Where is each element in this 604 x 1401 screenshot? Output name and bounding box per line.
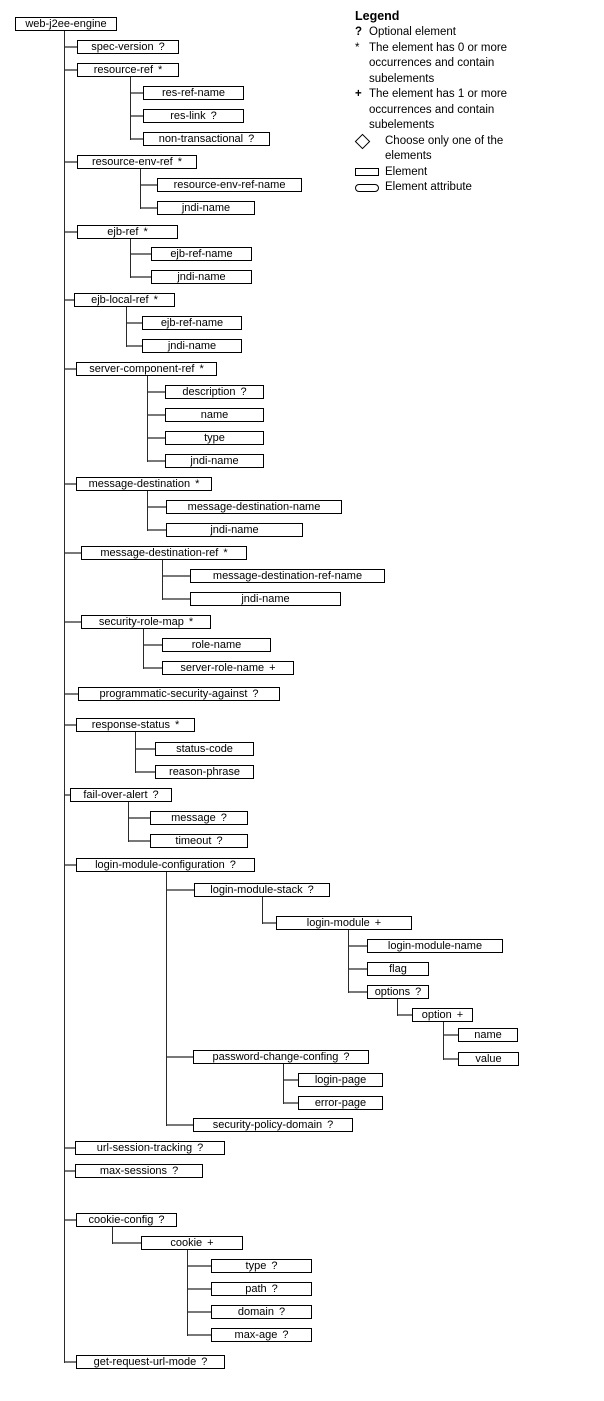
occurrence-marker: +: [374, 917, 382, 929]
legend-title: Legend: [355, 9, 400, 23]
occurrence-marker: *: [188, 616, 194, 628]
node-max-age: max-age ?: [211, 1328, 312, 1342]
connector-line: [348, 991, 367, 993]
connector-line: [166, 1056, 193, 1058]
element-shape-icon: [355, 168, 379, 176]
connector-line: [64, 1361, 76, 1363]
connector-line: [187, 1334, 211, 1336]
connector-line: [348, 945, 367, 947]
node-path: path ?: [211, 1282, 312, 1296]
occurrence-marker: ?: [271, 1260, 278, 1272]
occurrence-marker: ?: [216, 835, 223, 847]
occurrence-marker: ?: [307, 884, 314, 896]
node-reason-phrase: reason-phrase: [155, 765, 254, 779]
node-status-code: status-code: [155, 742, 254, 756]
connector-line: [64, 621, 81, 623]
connector-line: [128, 802, 129, 842]
connector-line: [130, 138, 143, 140]
occurrence-marker: ?: [327, 1119, 334, 1131]
node-type-2: type ?: [211, 1259, 312, 1273]
connector-line: [162, 575, 190, 577]
node-login-module-configuration: login-module-configuration ?: [76, 858, 255, 872]
node-login-module: login-module +: [276, 916, 412, 930]
occurrence-marker: ?: [201, 1356, 208, 1368]
node-jndi-name-6: jndi-name: [190, 592, 341, 606]
node-password-change-confing: password-change-confing ?: [193, 1050, 369, 1064]
connector-line: [397, 999, 398, 1016]
connector-line: [64, 1170, 75, 1172]
node-jndi-name-2: jndi-name: [151, 270, 252, 284]
node-domain: domain ?: [211, 1305, 312, 1319]
connector-line: [262, 922, 276, 924]
connector-line: [64, 299, 74, 301]
node-cookie: cookie +: [141, 1236, 243, 1250]
connector-line: [126, 307, 127, 347]
node-description: description ?: [165, 385, 264, 399]
occurrence-marker: *: [153, 294, 158, 306]
occurrence-marker: ?: [158, 41, 165, 53]
connector-line: [64, 161, 77, 163]
node-message-destination-ref-name: message-destination-ref-name: [190, 569, 385, 583]
connector-line: [166, 889, 194, 891]
connector-line: [64, 724, 76, 726]
connector-line: [140, 184, 157, 186]
attribute-shape-icon: [355, 184, 379, 192]
connector-line: [262, 897, 263, 924]
node-resource-env-ref: resource-env-ref *: [77, 155, 197, 169]
occurrence-marker: +: [207, 1237, 214, 1249]
node-message-destination-name: message-destination-name: [166, 500, 342, 514]
connector-line: [348, 968, 367, 970]
occurrence-marker: *: [223, 547, 228, 559]
legend: [355, 8, 595, 196]
connector-line: [130, 253, 151, 255]
connector-line: [112, 1242, 141, 1244]
node-security-policy-domain: security-policy-domain ?: [193, 1118, 353, 1132]
node-res-link: res-link ?: [143, 109, 244, 123]
connector-line: [128, 840, 150, 842]
node-name-1: name: [165, 408, 264, 422]
connector-line: [147, 391, 165, 393]
legend-item: [355, 165, 595, 181]
question-marker: ?: [355, 26, 363, 38]
node-type-1: type: [165, 431, 264, 445]
connector-line: [112, 1227, 113, 1244]
occurrence-marker: ?: [240, 386, 247, 398]
node-jndi-name-3: jndi-name: [142, 339, 242, 353]
connector-line: [147, 491, 148, 531]
node-server-component-ref: server-component-ref *: [76, 362, 217, 376]
connector-line: [130, 92, 143, 94]
connector-line: [147, 437, 165, 439]
connector-line: [348, 930, 349, 993]
connector-line: [147, 414, 165, 416]
connector-line: [64, 46, 77, 48]
node-non-transactional: non-transactional ?: [143, 132, 270, 146]
node-option: option +: [412, 1008, 473, 1022]
legend-text: The element has 0 or more occurrences and contain subelements: [369, 41, 508, 85]
occurrence-marker: +: [456, 1009, 464, 1021]
node-message: message ?: [150, 811, 248, 825]
node-login-module-stack: login-module-stack ?: [194, 883, 330, 897]
occurrence-marker: ?: [252, 688, 259, 700]
node-root: web-j2ee-engine: [15, 17, 117, 31]
legend-item: [355, 25, 595, 41]
occurrence-marker: *: [195, 478, 200, 490]
node-ejb-ref-name-2: ejb-ref-name: [142, 316, 242, 330]
connector-line: [187, 1265, 211, 1267]
node-options: options ?: [367, 985, 429, 999]
connector-line: [147, 460, 165, 462]
occurrence-marker: *: [174, 719, 180, 731]
connector-line: [130, 77, 131, 140]
connector-line: [140, 207, 157, 209]
legend-item: [355, 134, 595, 165]
connector-line: [126, 322, 142, 324]
node-message-destination-ref: message-destination-ref *: [81, 546, 247, 560]
node-url-session-tracking: url-session-tracking ?: [75, 1141, 225, 1155]
node-fail-over-alert: fail-over-alert ?: [70, 788, 172, 802]
node-response-status: response-status *: [76, 718, 195, 732]
node-ejb-local-ref: ejb-local-ref *: [74, 293, 175, 307]
occurrence-marker: ?: [152, 789, 159, 801]
connector-line: [166, 872, 167, 1126]
connector-line: [143, 629, 144, 669]
occurrence-marker: ?: [282, 1329, 289, 1341]
node-spec-version: spec-version ?: [77, 40, 179, 54]
occurrence-marker: ?: [271, 1283, 278, 1295]
legend-item: [355, 87, 595, 134]
occurrence-marker: ?: [158, 1214, 165, 1226]
connector-line: [187, 1288, 211, 1290]
node-message-destination: message-destination *: [76, 477, 212, 491]
node-jndi-name-4: jndi-name: [165, 454, 264, 468]
legend-items: [355, 25, 595, 196]
node-error-page: error-page: [298, 1096, 383, 1110]
legend-text: Optional element: [369, 26, 456, 38]
connector-line: [162, 598, 190, 600]
node-flag: flag: [367, 962, 429, 976]
connector-line: [283, 1064, 284, 1104]
connector-line: [187, 1311, 211, 1313]
occurrence-marker: ?: [278, 1306, 286, 1318]
connector-line: [64, 368, 76, 370]
connector-line: [443, 1058, 458, 1060]
occurrence-marker: *: [199, 363, 204, 375]
connector-line: [162, 560, 163, 600]
legend-text: Element: [385, 165, 428, 178]
connector-line: [166, 1124, 193, 1126]
node-jndi-name-5: jndi-name: [166, 523, 303, 537]
legend-text: The element has 1 or more occurrences and contain subelements: [369, 88, 508, 131]
connector-line: [64, 1147, 75, 1149]
node-security-role-map: security-role-map *: [81, 615, 211, 629]
connector-line: [130, 115, 143, 117]
node-max-sessions: max-sessions ?: [75, 1164, 203, 1178]
occurrence-marker: +: [269, 662, 276, 674]
connector-line: [283, 1079, 298, 1081]
occurrence-marker: ?: [197, 1142, 204, 1154]
connector-line: [64, 69, 77, 71]
node-resource-ref: resource-ref *: [77, 63, 179, 77]
asterisk-marker: *: [355, 41, 360, 54]
connector-line: [283, 1102, 298, 1104]
connector-line: [143, 644, 162, 646]
connector-line: [64, 483, 76, 485]
node-role-name: role-name: [162, 638, 271, 652]
node-resource-env-ref-name: resource-env-ref-name: [157, 178, 302, 192]
occurrence-marker: ?: [415, 986, 422, 998]
connector-line: [64, 693, 78, 695]
node-name-2: name: [458, 1028, 518, 1042]
node-res-ref-name: res-ref-name: [143, 86, 244, 100]
connector-line: [64, 552, 81, 554]
occurrence-marker: *: [177, 156, 182, 168]
node-get-request-url-mode: get-request-url-mode ?: [76, 1355, 225, 1369]
occurrence-marker: ?: [172, 1165, 179, 1177]
connector-line: [64, 231, 77, 233]
connector-line: [64, 1219, 76, 1221]
connector-line: [130, 239, 131, 278]
connector-line: [64, 31, 65, 1363]
connector-line: [443, 1034, 458, 1036]
occurrence-marker: ?: [210, 110, 217, 122]
connector-line: [187, 1250, 188, 1336]
connector-line: [128, 817, 150, 819]
plus-marker: +: [355, 88, 362, 100]
node-programmatic-security-against: programmatic-security-against ?: [78, 687, 280, 701]
occurrence-marker: ?: [248, 133, 255, 145]
occurrence-marker: *: [143, 226, 148, 238]
occurrence-marker: ?: [343, 1051, 350, 1063]
occurrence-marker: *: [158, 64, 163, 76]
connector-line: [135, 748, 155, 750]
node-login-page: login-page: [298, 1073, 383, 1087]
node-login-module-name: login-module-name: [367, 939, 503, 953]
diamond-icon: [355, 133, 371, 149]
connector-line: [126, 345, 142, 347]
connector-line: [147, 376, 148, 462]
node-value: value: [458, 1052, 519, 1066]
connector-line: [64, 864, 76, 866]
node-timeout: timeout ?: [150, 834, 248, 848]
connector-line: [140, 169, 141, 209]
connector-line: [130, 276, 151, 278]
connector-line: [443, 1022, 444, 1060]
node-server-role-name: server-role-name +: [162, 661, 294, 675]
node-cookie-config: cookie-config ?: [76, 1213, 177, 1227]
node-ejb-ref: ejb-ref *: [77, 225, 178, 239]
connector-line: [397, 1014, 412, 1016]
legend-item: [355, 41, 595, 88]
legend-text: Choose only one of the elements: [385, 134, 504, 162]
legend-item: [355, 180, 595, 196]
node-jndi-name-1: jndi-name: [157, 201, 255, 215]
occurrence-marker: ?: [229, 859, 236, 871]
connector-line: [143, 667, 162, 669]
node-ejb-ref-name-1: ejb-ref-name: [151, 247, 252, 261]
connector-line: [135, 732, 136, 773]
legend-text: Element attribute: [385, 181, 472, 193]
connector-line: [135, 771, 155, 773]
connector-line: [147, 529, 166, 531]
connector-line: [147, 506, 166, 508]
occurrence-marker: ?: [220, 812, 227, 824]
